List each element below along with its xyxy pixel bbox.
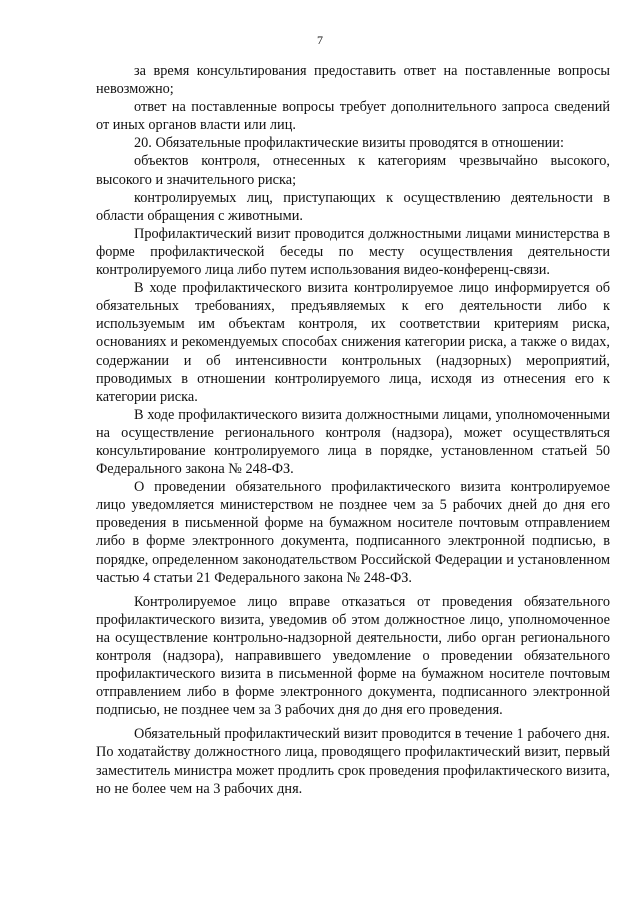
paragraph-notification: О проведении обязательного профилактического визита контролируемое лицо уведомляется министерством не позднее чем за 5 рабочих дней до дня его проведения в письменной форме на бумажном носителе почтовым отправлением либо в форме электронного документа, подписанного электронной подписью, в порядке, определенном законодательством Российской Федерации и установленном частью 4 статьи 21 Федерального закона № 248-ФЗ.: [96, 479, 610, 586]
paragraph-consultation-impossible: за время консультирования предоставить ответ на поставленные вопросы невозможно;: [96, 63, 610, 98]
paragraph-risk-objects: объектов контроля, отнесенных к категориям чрезвычайно высокого, высокого и значительного риска;: [96, 153, 610, 188]
paragraph-visit-information: В ходе профилактического визита контролируемое лицо информируется об обязательных требованиях, предъявляемых к его деятельности либо к используемым им объектам контроля, их соответствии критериям риска, основаниях и рекомендуемых способах снижения категории риска, а также о видах, содержании и об интенсивности контрольных (надзорных) мероприятий, проводимых в отношении контролируемого лица, исходя из отнесения его к категории риска.: [96, 280, 610, 405]
page-number: 7: [317, 33, 323, 47]
paragraph-visit-consultation: В ходе профилактического визита должностными лицами, уполномоченными на осуществление регионального контроля (надзора), может осуществляться консультирование контролируемого лица в порядке, установленном статьей 50 Федерального закона № 248-ФЗ.: [96, 406, 610, 478]
paragraph-visit-form: Профилактический визит проводится должностными лицами министерства в форме профилактической беседы по месту осуществления деятельности контролируемого лица либо путем использования видео-конференц-связи.: [96, 225, 610, 279]
paragraph-refusal: Контролируемое лицо вправе отказаться от проведения обязательного профилактического визита, уведомив об этом должностное лицо, уполномоченное на осуществление контрольно-надзорной деятельности, либо орган регионального контроля (надзора), направившего уведомление о проведении обязательного профилактического визита в письменной форме на бумажном носителе почтовым отправлением либо в форме электронного документа, подписанного электронной подписью, не позднее чем за 3 рабочих дня до дня его проведения.: [96, 593, 610, 719]
document-body: [96, 62, 610, 798]
paragraph-additional-request: ответ на поставленные вопросы требует дополнительного запроса сведений от иных органов власти или лиц.: [96, 99, 610, 134]
paragraph-duration: Обязательный профилактический визит проводится в течение 1 рабочего дня. По ходатайству должностного лица, проводящего профилактический визит, первый заместитель министра может продлить срок проведения профилактического визита, но не более чем на 3 рабочих дня.: [96, 726, 610, 797]
paragraph-new-activity: контролируемых лиц, приступающих к осуществлению деятельности в области обращения с животными.: [96, 189, 610, 224]
paragraph-item-20: 20. Обязательные профилактические визиты проводятся в отношении:: [134, 135, 564, 152]
